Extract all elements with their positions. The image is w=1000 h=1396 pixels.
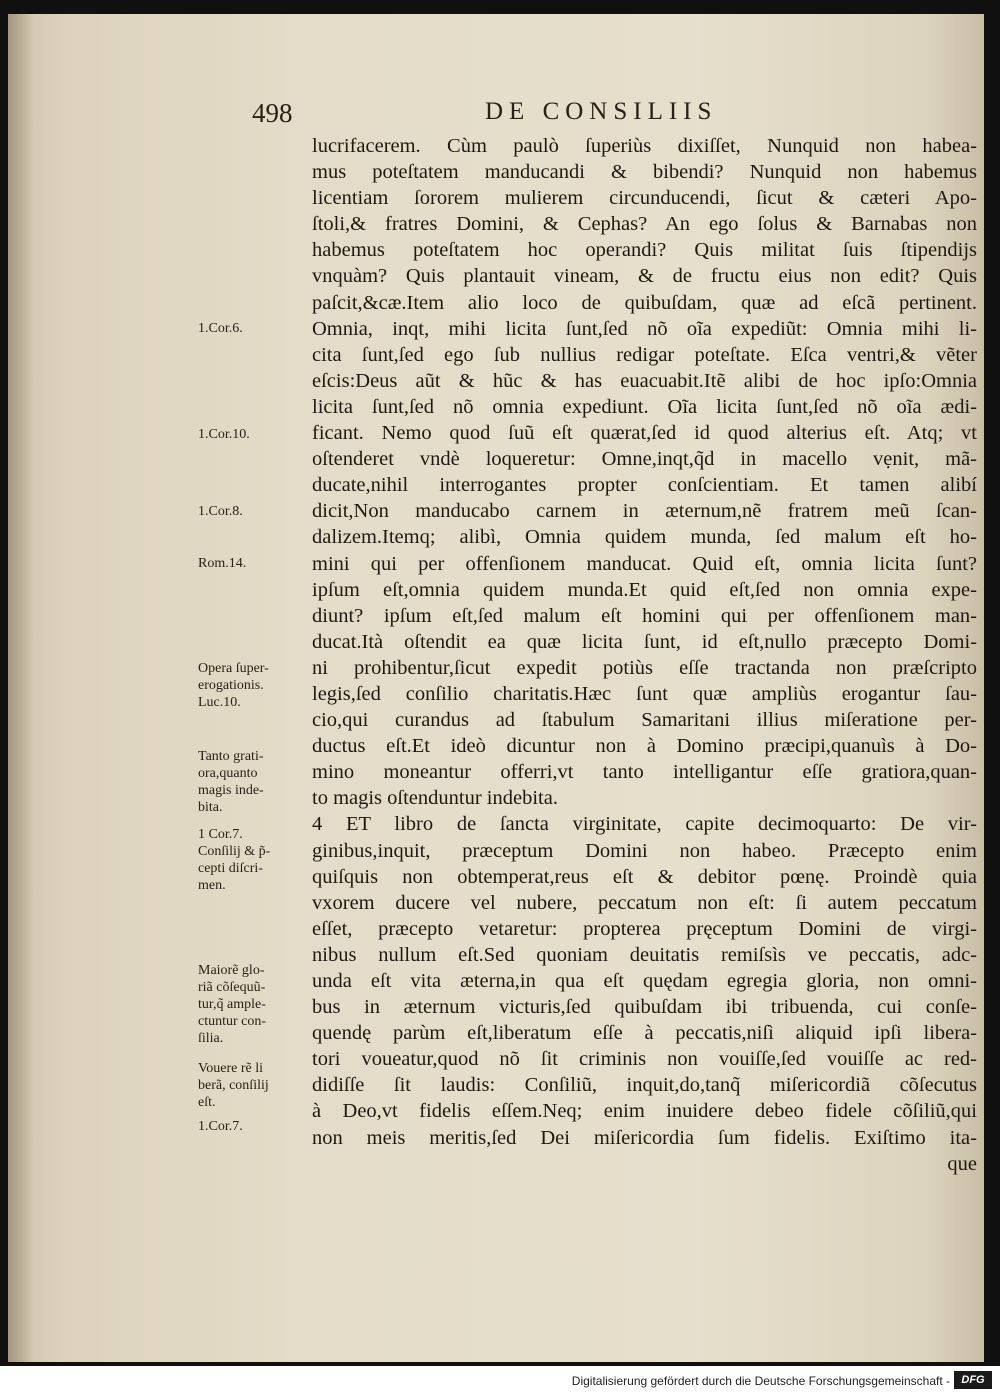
margin-note [198, 826, 308, 894]
text-line: ipſum eſt,omnia quidem munda.Et quid eſt,ſed non omnia expe- [312, 578, 977, 601]
margin-note [198, 1060, 308, 1111]
gutter-shadow [8, 14, 34, 1362]
margin-note-line: Tanto grati- [198, 749, 264, 764]
margin-note [198, 660, 308, 711]
margin-note-line: tur,q̃ ample- [198, 997, 266, 1012]
text-line: vnquàm? Quis plantauit vineam, & de fructu eius non edit? Quis [312, 265, 977, 288]
margin-note-line: magis inde- [198, 783, 264, 798]
text-line: quendę parùm eſt,liberatum eſſe à peccatis,niſì aliquid ipſi libera- [312, 1022, 977, 1045]
text-line: ginibus,inquit, præceptum Domini non habeo. Præcepto enim [312, 839, 977, 862]
running-title: DE CONSILIIS [485, 98, 718, 125]
margin-note-line: Opera ſuper- [198, 661, 269, 676]
text-line: didiſſe ſit laudis: Conſiliũ, inquit,do,tanq̃ miſericordiã cõſecutus [312, 1074, 977, 1097]
footer-bar [0, 1366, 1000, 1396]
text-line: unda eſt vita æterna,in qua eſt quędam egregia gloria, non omni- [312, 970, 977, 992]
margin-note-line: 1.Cor.8. [198, 504, 243, 519]
margin-note-line: ora,quanto [198, 766, 258, 781]
text-line: eſſet, præcepto vetaretur: propterea pręceptum Domini de virgi- [312, 917, 977, 940]
margin-note-line: riã cõſequũ- [198, 980, 266, 995]
margin-note-line: 1.Cor.7. [198, 1119, 243, 1134]
text-line: diunt? ipſum eſt,ſed malum eſt homini qui per offenſionem man- [312, 604, 977, 627]
text-line: ductus eſt.Et ideò dicuntur non à Domino præcipi,quanuìs à Do- [312, 735, 977, 758]
margin-note-line: 1.Cor.10. [198, 427, 250, 442]
margin-note-line: Conſilij & p̃- [198, 844, 271, 859]
dfg-logo: DFG [954, 1371, 992, 1389]
text-line: eſcis:Deus aũt & hũc & has euacuabit.Itẽ alibi de hoc ipſo:Omnia [312, 369, 977, 392]
margin-note-line: Vouere rẽ li [198, 1061, 264, 1076]
text-line: ducat.Ità oſtendit ea quæ licita ſunt, id eſt,nullo præcepto Domi- [312, 630, 977, 653]
text-line: tori voueatur,quod nõ ſit criminis non vouiſſe,ſed vouiſſe ac red- [312, 1048, 977, 1071]
text-line: dicit,Non manducabo carnem in æternum,nẽ fratrem meũ ſcan- [312, 500, 977, 523]
text-line: habemus poteſtatem hoc operandi? Quis militat ſuis ſtipendijs [312, 239, 977, 262]
text-line: dalizem.Itemq; alibì, Omnia quidem munda, ſed malum eſt ho- [312, 526, 977, 549]
text-line: paſcit,&cæ.Item alio loco de quibuſdam, quæ ad eſcã pertinent. [312, 291, 977, 314]
text-line: nibus nullum eſt.Sed quoniam deuitatis remiſsìs ve peccatis, adc- [312, 943, 977, 966]
margin-note [198, 555, 308, 572]
margin-note [198, 748, 308, 816]
text-line: mini qui per offenſionem manducat. Quid eſt, omnia licita ſunt? [312, 552, 977, 575]
margin-note [198, 320, 308, 337]
margin-note-line: ſilia. [198, 1031, 224, 1046]
margin-note-line: cepti diſcri- [198, 861, 263, 876]
text-line: ficant. Nemo quod ſuũ eſt quærat,ſed id quod alterius eſt. Atq; vt [312, 422, 977, 445]
text-line: cita ſunt,ſed ego ſub nullius redigar poteſtate. Eſca ventri,& vẽter [312, 343, 977, 366]
margin-note-line: bita. [198, 800, 223, 815]
margin-note-line: 1.Cor.6. [198, 321, 243, 336]
text-line: quiſquis non obtemperat,reus eſt & debitor pœnę. Proindè quia [312, 865, 977, 888]
margin-note-line: erogationis. [198, 678, 264, 693]
text-line: que [947, 1152, 977, 1175]
margin-note-line: Rom.14. [198, 556, 247, 571]
text-line: mus poteſtatem manducandi & bibendi? Nunquid non habemus [312, 161, 977, 184]
text-line: bus in æternum victuris,ſed quibuſdam ibi tribuenda, cui conſe- [312, 996, 977, 1019]
margin-note-line: eſt. [198, 1095, 216, 1110]
margin-note-line: berã, conſilij [198, 1078, 269, 1093]
text-line: cio,qui curandus ad ſtabulum Samaritani illius miſeratione per- [312, 709, 977, 732]
text-line: non meis meritis,ſed Dei miſericordia ſum fidelis. Exiſtimo ita- [312, 1126, 977, 1149]
text-line: 4 ET libro de ſancta virginitate, capite decimoquarto: De vir- [312, 813, 977, 836]
margin-note-line: 1 Cor.7. [198, 827, 243, 842]
margin-note-line: Maiorẽ glo- [198, 963, 265, 978]
text-line: ni prohibentur,ſicut expedit potiùs eſſe tractanda non præſcripto [312, 656, 977, 679]
text-line: Omnia, inqt, mihi licita ſunt,ſed nõ oĩa expediũt: Omnia mihi li- [312, 317, 977, 340]
margin-note [198, 1118, 308, 1135]
margin-note-line: men. [198, 878, 226, 893]
text-line: lucrifacerem. Cùm paulò ſuperiùs dixiſſet, Nunquid non habea- [312, 135, 977, 157]
page-number: 498 [252, 98, 293, 128]
text-line: oſtenderet vndè loqueretur: Omne,inqt,q̃d in macello vẹnit, mã- [312, 448, 977, 471]
text-line: ſtoli,& fratres Domini, & Cephas? An ego ſolus & Barnabas non [312, 213, 977, 236]
margin-note-line: Luc.10. [198, 695, 241, 710]
text-line: vxorem ducere vel nubere, peccatum non eſt: ſi autem peccatum [312, 891, 977, 914]
margin-note-line: ctuntur con- [198, 1014, 267, 1029]
text-line: to magis oſtenduntur indebita. [312, 787, 558, 810]
text-line: licentiam ſororem mulierem circunducendi, ſicut & cæteri Apo- [312, 187, 977, 210]
funding-note: Digitalisierung gefördert durch die Deutsche Forschungsgemeinschaft - [571, 1374, 950, 1388]
text-line: legis,ſed conſilio charitatis.Hæc ſunt quæ ampliùs erogantur ſau- [312, 682, 977, 705]
text-line: mino moneantur offerri,vt tanto intelligantur eſſe gratiora,quan- [312, 761, 977, 784]
margin-note [198, 503, 308, 520]
text-line: licita ſunt,ſed nõ omnia expediunt. Oĩa licita ſunt,ſed nõ oĩa ædi- [312, 395, 977, 418]
text-line: ducate,nihil interrogantes propter conſcientiam. Et tamen alibí [312, 474, 977, 497]
text-line: à Deo,vt fidelis eſſem.Neq; enim inuidere debeo fidele cõſiliũ,qui [312, 1100, 977, 1123]
margin-note [198, 426, 308, 443]
margin-note [198, 962, 308, 1047]
body-text [312, 133, 977, 1177]
